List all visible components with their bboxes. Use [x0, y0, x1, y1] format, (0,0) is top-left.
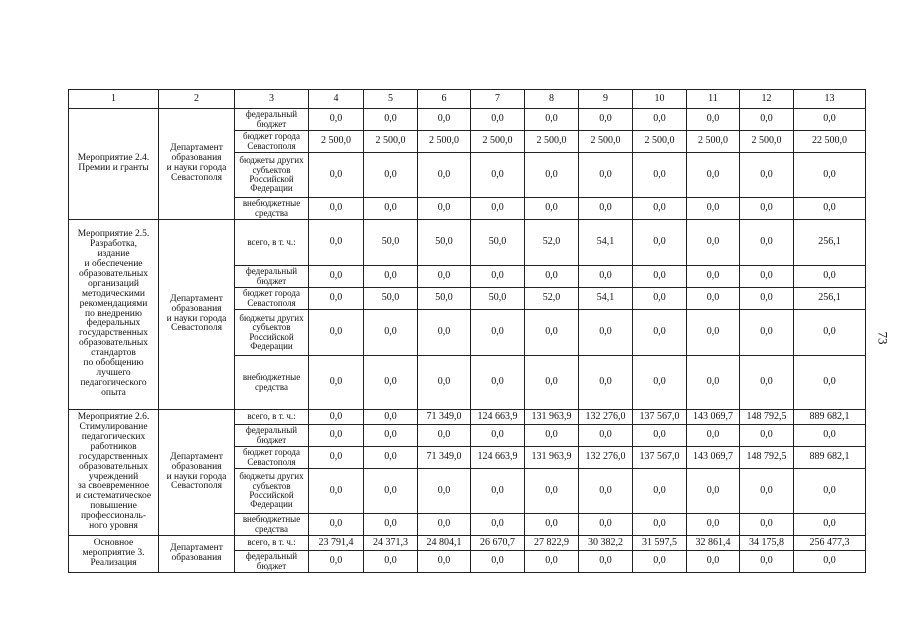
- value-cell: 124 663,9: [471, 410, 525, 425]
- value-cell: 0,0: [418, 109, 471, 131]
- value-cell: 52,0: [525, 288, 579, 310]
- value-cell: 0,0: [418, 153, 471, 198]
- column-number-11: 11: [687, 90, 740, 109]
- value-cell: 0,0: [471, 356, 525, 410]
- activity-name-cell: Мероприятие 2.6. Стимулирование педагогических работников государственных образовательных учреждений за своевременное и систематическое повышение профессиональ- ного уровня: [69, 410, 159, 536]
- value-cell: 0,0: [579, 266, 633, 288]
- column-number-row: [69, 90, 866, 109]
- activity-name-cell: Мероприятие 2.4. Премии и гранты: [69, 109, 159, 220]
- value-cell: 137 567,0: [633, 447, 687, 469]
- value-cell: 0,0: [740, 425, 794, 447]
- value-cell: 0,0: [633, 220, 687, 266]
- value-cell: 0,0: [633, 469, 687, 514]
- value-cell: 0,0: [309, 356, 364, 410]
- value-cell: 0,0: [794, 551, 866, 573]
- value-cell: 0,0: [687, 310, 740, 356]
- value-cell: 0,0: [794, 310, 866, 356]
- value-cell: 2 500,0: [309, 131, 364, 153]
- value-cell: 132 276,0: [579, 447, 633, 469]
- executor-cell: Департамент образования и науки города Севастополя: [159, 410, 235, 536]
- value-cell: 0,0: [740, 469, 794, 514]
- funding-source-cell: бюджеты других субъектов Российской Федерации: [235, 469, 309, 514]
- value-cell: 50,0: [364, 220, 418, 266]
- value-cell: 0,0: [471, 425, 525, 447]
- executor-cell: Департамент образования: [159, 536, 235, 573]
- value-cell: 124 663,9: [471, 447, 525, 469]
- value-cell: 131 963,9: [525, 410, 579, 425]
- funding-source-cell: федеральный бюджет: [235, 425, 309, 447]
- value-cell: 0,0: [471, 266, 525, 288]
- value-cell: 0,0: [740, 310, 794, 356]
- value-cell: 0,0: [740, 551, 794, 573]
- value-cell: 0,0: [471, 153, 525, 198]
- table-row: [69, 410, 866, 425]
- value-cell: 0,0: [687, 514, 740, 536]
- value-cell: 0,0: [364, 153, 418, 198]
- value-cell: 0,0: [364, 447, 418, 469]
- value-cell: 0,0: [418, 198, 471, 220]
- value-cell: 0,0: [579, 469, 633, 514]
- value-cell: 0,0: [364, 425, 418, 447]
- executor-cell: Департамент образования и науки города Севастополя: [159, 109, 235, 220]
- column-number-1: 1: [69, 90, 159, 109]
- value-cell: 0,0: [309, 198, 364, 220]
- value-cell: 256,1: [794, 220, 866, 266]
- value-cell: 0,0: [525, 310, 579, 356]
- value-cell: 0,0: [309, 410, 364, 425]
- value-cell: 71 349,0: [418, 410, 471, 425]
- value-cell: 0,0: [579, 109, 633, 131]
- column-number-13: 13: [794, 90, 866, 109]
- value-cell: 0,0: [525, 514, 579, 536]
- value-cell: 0,0: [579, 198, 633, 220]
- table-row: [69, 536, 866, 551]
- value-cell: 0,0: [633, 425, 687, 447]
- value-cell: 22 500,0: [794, 131, 866, 153]
- value-cell: 24 804,1: [418, 536, 471, 551]
- value-cell: 256 477,3: [794, 536, 866, 551]
- value-cell: 0,0: [633, 198, 687, 220]
- value-cell: 0,0: [794, 266, 866, 288]
- value-cell: 23 791,4: [309, 536, 364, 551]
- value-cell: 0,0: [525, 109, 579, 131]
- column-number-6: 6: [418, 90, 471, 109]
- funding-source-cell: бюджеты других субъектов Российской Федерации: [235, 310, 309, 356]
- page-number: 73: [875, 331, 891, 345]
- value-cell: 0,0: [687, 551, 740, 573]
- value-cell: 0,0: [471, 514, 525, 536]
- value-cell: 31 597,5: [633, 536, 687, 551]
- value-cell: 0,0: [633, 266, 687, 288]
- value-cell: 2 500,0: [364, 131, 418, 153]
- value-cell: 0,0: [364, 514, 418, 536]
- value-cell: 0,0: [364, 356, 418, 410]
- value-cell: 0,0: [687, 266, 740, 288]
- value-cell: 0,0: [418, 425, 471, 447]
- value-cell: 0,0: [633, 109, 687, 131]
- value-cell: 148 792,5: [740, 447, 794, 469]
- value-cell: 0,0: [687, 356, 740, 410]
- funding-source-cell: бюджет города Севастополя: [235, 288, 309, 310]
- value-cell: 0,0: [687, 109, 740, 131]
- value-cell: 148 792,5: [740, 410, 794, 425]
- value-cell: 0,0: [740, 109, 794, 131]
- value-cell: 0,0: [687, 198, 740, 220]
- value-cell: 0,0: [633, 310, 687, 356]
- value-cell: 0,0: [579, 514, 633, 536]
- value-cell: 0,0: [525, 153, 579, 198]
- value-cell: 0,0: [740, 220, 794, 266]
- funding-source-cell: федеральный бюджет: [235, 551, 309, 573]
- value-cell: 132 276,0: [579, 410, 633, 425]
- funding-source-cell: внебюджетные средства: [235, 356, 309, 410]
- value-cell: 50,0: [418, 220, 471, 266]
- value-cell: 0,0: [740, 356, 794, 410]
- value-cell: 0,0: [794, 425, 866, 447]
- activity-name-cell: Мероприятие 2.5. Разработка, издание и обеспечение образовательных организаций методическими рекомендациями по внедрению федеральных государственных образовательных стандартов по обобщению лучшего педагогического опыта: [69, 220, 159, 410]
- value-cell: 2 500,0: [687, 131, 740, 153]
- value-cell: 0,0: [525, 266, 579, 288]
- value-cell: 0,0: [579, 356, 633, 410]
- value-cell: 0,0: [633, 288, 687, 310]
- value-cell: 143 069,7: [687, 410, 740, 425]
- value-cell: 50,0: [471, 288, 525, 310]
- funding-source-cell: федеральный бюджет: [235, 109, 309, 131]
- value-cell: 0,0: [309, 153, 364, 198]
- value-cell: 32 861,4: [687, 536, 740, 551]
- budget-table: [68, 89, 866, 573]
- value-cell: 0,0: [525, 198, 579, 220]
- value-cell: 0,0: [740, 288, 794, 310]
- value-cell: 34 175,8: [740, 536, 794, 551]
- column-number-8: 8: [525, 90, 579, 109]
- funding-source-cell: всего, в т. ч.:: [235, 410, 309, 425]
- value-cell: 50,0: [418, 288, 471, 310]
- value-cell: 0,0: [525, 425, 579, 447]
- value-cell: 0,0: [364, 469, 418, 514]
- value-cell: 0,0: [794, 198, 866, 220]
- value-cell: 50,0: [364, 288, 418, 310]
- value-cell: 0,0: [418, 551, 471, 573]
- funding-source-cell: внебюджетные средства: [235, 514, 309, 536]
- value-cell: 0,0: [309, 109, 364, 131]
- value-cell: 0,0: [471, 109, 525, 131]
- value-cell: 0,0: [364, 551, 418, 573]
- value-cell: 0,0: [794, 153, 866, 198]
- value-cell: 256,1: [794, 288, 866, 310]
- value-cell: 2 500,0: [471, 131, 525, 153]
- value-cell: 0,0: [579, 425, 633, 447]
- value-cell: 0,0: [579, 310, 633, 356]
- value-cell: 0,0: [364, 109, 418, 131]
- value-cell: 0,0: [525, 551, 579, 573]
- value-cell: 0,0: [794, 469, 866, 514]
- value-cell: 0,0: [309, 469, 364, 514]
- value-cell: 0,0: [309, 266, 364, 288]
- column-number-2: 2: [159, 90, 235, 109]
- column-number-10: 10: [633, 90, 687, 109]
- table-row: [69, 220, 866, 266]
- value-cell: 0,0: [364, 198, 418, 220]
- value-cell: 0,0: [794, 514, 866, 536]
- value-cell: 2 500,0: [579, 131, 633, 153]
- value-cell: 0,0: [794, 356, 866, 410]
- column-number-12: 12: [740, 90, 794, 109]
- value-cell: 0,0: [471, 469, 525, 514]
- value-cell: 54,1: [579, 220, 633, 266]
- value-cell: 2 500,0: [633, 131, 687, 153]
- value-cell: 0,0: [309, 288, 364, 310]
- value-cell: 0,0: [418, 514, 471, 536]
- value-cell: 0,0: [579, 153, 633, 198]
- value-cell: 0,0: [471, 310, 525, 356]
- value-cell: 131 963,9: [525, 447, 579, 469]
- value-cell: 0,0: [525, 356, 579, 410]
- value-cell: 0,0: [687, 469, 740, 514]
- value-cell: 0,0: [740, 198, 794, 220]
- value-cell: 0,0: [579, 551, 633, 573]
- value-cell: 26 670,7: [471, 536, 525, 551]
- value-cell: 0,0: [740, 514, 794, 536]
- value-cell: 0,0: [364, 310, 418, 356]
- activity-name-cell: Основное мероприятие 3. Реализация: [69, 536, 159, 573]
- value-cell: 0,0: [687, 220, 740, 266]
- value-cell: 50,0: [471, 220, 525, 266]
- value-cell: 143 069,7: [687, 447, 740, 469]
- value-cell: 0,0: [364, 266, 418, 288]
- value-cell: 0,0: [687, 288, 740, 310]
- executor-cell: Департамент образования и науки города Севастополя: [159, 220, 235, 410]
- column-number-4: 4: [309, 90, 364, 109]
- value-cell: 0,0: [471, 551, 525, 573]
- table-row: [69, 109, 866, 131]
- column-number-3: 3: [235, 90, 309, 109]
- value-cell: 0,0: [309, 447, 364, 469]
- value-cell: 0,0: [633, 153, 687, 198]
- value-cell: 0,0: [309, 425, 364, 447]
- value-cell: 30 382,2: [579, 536, 633, 551]
- value-cell: 137 567,0: [633, 410, 687, 425]
- value-cell: 2 500,0: [525, 131, 579, 153]
- value-cell: 71 349,0: [418, 447, 471, 469]
- funding-source-cell: федеральный бюджет: [235, 266, 309, 288]
- value-cell: 0,0: [740, 153, 794, 198]
- value-cell: 0,0: [794, 109, 866, 131]
- value-cell: 0,0: [633, 356, 687, 410]
- value-cell: 0,0: [525, 469, 579, 514]
- value-cell: 0,0: [418, 469, 471, 514]
- funding-source-cell: бюджет города Севастополя: [235, 131, 309, 153]
- value-cell: 0,0: [309, 514, 364, 536]
- value-cell: 0,0: [471, 198, 525, 220]
- value-cell: 2 500,0: [740, 131, 794, 153]
- column-number-9: 9: [579, 90, 633, 109]
- column-number-5: 5: [364, 90, 418, 109]
- funding-source-cell: бюджет города Севастополя: [235, 447, 309, 469]
- funding-source-cell: внебюджетные средства: [235, 198, 309, 220]
- value-cell: 889 682,1: [794, 447, 866, 469]
- value-cell: 0,0: [418, 356, 471, 410]
- value-cell: 0,0: [309, 310, 364, 356]
- value-cell: 0,0: [418, 266, 471, 288]
- value-cell: 0,0: [633, 551, 687, 573]
- value-cell: 0,0: [740, 266, 794, 288]
- column-number-7: 7: [471, 90, 525, 109]
- value-cell: 0,0: [309, 551, 364, 573]
- value-cell: 0,0: [687, 425, 740, 447]
- funding-source-cell: бюджеты других субъектов Российской Федерации: [235, 153, 309, 198]
- value-cell: 24 371,3: [364, 536, 418, 551]
- value-cell: 0,0: [364, 410, 418, 425]
- value-cell: 52,0: [525, 220, 579, 266]
- funding-source-cell: всего, в т. ч.:: [235, 536, 309, 551]
- value-cell: 889 682,1: [794, 410, 866, 425]
- value-cell: 2 500,0: [418, 131, 471, 153]
- funding-source-cell: всего, в т. ч.:: [235, 220, 309, 266]
- value-cell: 0,0: [309, 220, 364, 266]
- value-cell: 0,0: [687, 153, 740, 198]
- value-cell: 54,1: [579, 288, 633, 310]
- value-cell: 27 822,9: [525, 536, 579, 551]
- value-cell: 0,0: [633, 514, 687, 536]
- value-cell: 0,0: [418, 310, 471, 356]
